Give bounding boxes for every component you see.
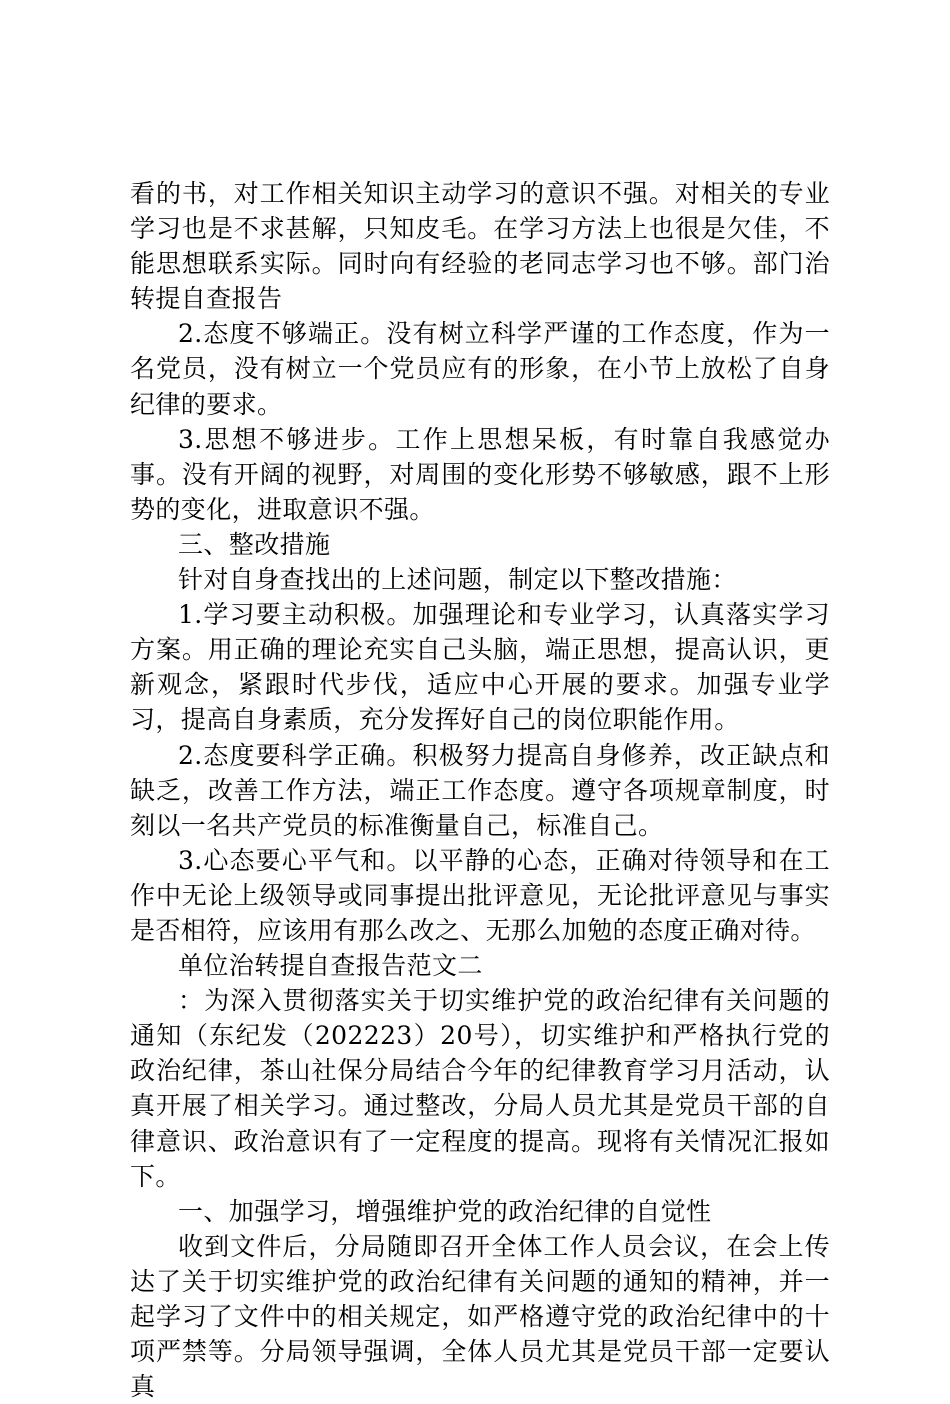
paragraph-intro: 看的书，对工作相关知识主动学习的意识不强。对相关的专业学习也是不求甚解，只知皮毛。在学习方法上也很是欠佳，不能思想联系实际。同时向有经验的老同志学习也不够。部门治转提自查报告: [130, 179, 830, 314]
paragraph-issue-3: 3.思想不够进步。工作上思想呆板，有时靠自我感觉办事。没有开阔的视野，对周围的变化形势不够敏感，跟不上形势的变化，进取意识不强。: [130, 424, 830, 524]
section-heading-study: 一、加强学习，增强维护党的政治纪律的自觉性: [178, 1196, 712, 1226]
sample-title-two: 单位治转提自查报告范文二: [178, 951, 483, 981]
document-body: [130, 176, 830, 1404]
section-heading-rectification: 三、整改措施: [178, 529, 331, 559]
paragraph-rectification-intro: 针对自身查找出的上述问题，制定以下整改措施：: [178, 565, 737, 595]
paragraph-measure-1: 1.学习要主动积极。加强理论和专业学习，认真落实学习方案。用正确的理论充实自己头脑，端正思想，提高认识，更新观念，紧跟时代步伐，适应中心开展的要求。加强专业学习，提高自身素质，充分发挥好自己的岗位职能作用。: [130, 600, 830, 735]
paragraph-measure-3: 3.心态要心平气和。以平静的心态，正确对待领导和在工作中无论上级领导或同事提出批评意见，无论批评意见与事实是否相符，应该用有那么改之、无那么加勉的态度正确对待。: [130, 845, 830, 945]
paragraph-sample-two-intro: ：为深入贯彻落实关于切实维护党的政治纪律有关问题的通知（东纪发（202223）20号），切实维护和严格执行党的政治纪律，茶山社保分局结合今年的纪律教育学习月活动，认真开展了相关学习。通过整改，分局人员尤其是党员干部的自律意识、政治意识有了一定程度的提高。现将有关情况汇报如下。: [130, 986, 830, 1191]
paragraph-issue-2: 2.态度不够端正。没有树立科学严谨的工作态度，作为一名党员，没有树立一个党员应有的形象，在小节上放松了自身纪律的要求。: [130, 319, 830, 419]
paragraph-study-detail: 收到文件后，分局随即召开全体工作人员会议，在会上传达了关于切实维护党的政治纪律有关问题的通知的精神，并一起学习了文件中的相关规定，如严格遵守党的政治纪律中的十项严禁等。分局领导强调，全体人员尤其是党员干部一定要认真: [130, 1231, 830, 1402]
paragraph-measure-2: 2.态度要科学正确。积极努力提高自身修养，改正缺点和缺乏，改善工作方法，端正工作态度。遵守各项规章制度，时刻以一名共产党员的标准衡量自己，标准自己。: [130, 740, 830, 840]
